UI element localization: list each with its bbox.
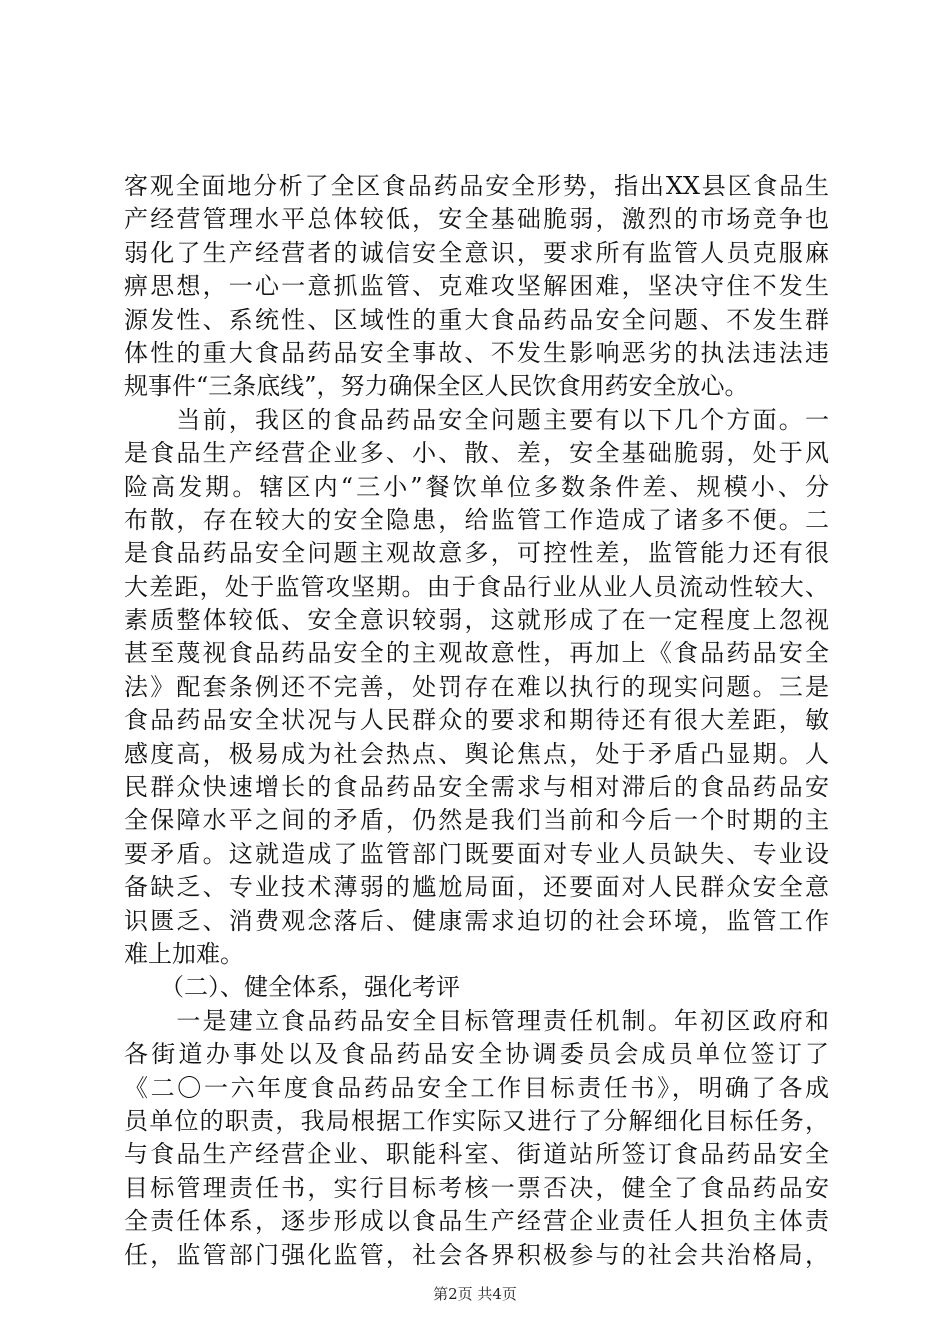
text-line: 民群众快速增长的食品药品安全需求与相对滞后的食品药品安 bbox=[124, 773, 829, 802]
text-line: 是食品药品安全问题主观故意多，可控性差，监管能力还有很 bbox=[124, 539, 829, 568]
text-line: 体性的重大食品药品安全事故、不发生影响恶劣的执法违法违 bbox=[124, 338, 829, 367]
text-line: 产经营管理水平总体较低，安全基础脆弱，激烈的市场竞争也 bbox=[124, 205, 829, 234]
text-line: 险高发期。辖区内“三小”餐饮单位多数条件差、规模小、分 bbox=[124, 472, 829, 501]
text-line: 痹思想，一心一意抓监管、克难攻坚解困难，坚决守住不发生 bbox=[124, 272, 829, 301]
text-line: 客观全面地分析了全区食品药品安全形势，指出XX县区食品生 bbox=[124, 172, 829, 200]
text-line: 备缺乏、专业技术薄弱的尴尬局面，还要面对人民群众安全意 bbox=[124, 873, 829, 902]
text-line: 素质整体较低、安全意识较弱，这就形成了在一定程度上忽视 bbox=[124, 606, 829, 635]
text-line: 各街道办事处以及食品药品安全协调委员会成员单位签订了 bbox=[124, 1040, 829, 1069]
text-line: 甚至蔑视食品药品安全的主观故意性，再加上《食品药品安全 bbox=[124, 639, 829, 668]
text-line: 全责任体系，逐步形成以食品生产经营企业责任人担负主体责 bbox=[124, 1207, 829, 1236]
text-line: 识匮乏、消费观念落后、健康需求迫切的社会环境，监管工作 bbox=[124, 906, 829, 935]
text-line: 与食品生产经营企业、职能科室、街道站所签订食品药品安全 bbox=[124, 1140, 829, 1169]
text-line: 一是建立食品药品安全目标管理责任机制。年初区政府和 bbox=[124, 1006, 829, 1035]
text-line: 法》配套条例还不完善，处罚存在难以执行的现实问题。三是 bbox=[124, 672, 829, 701]
text-line: 当前，我区的食品药品安全问题主要有以下几个方面。一 bbox=[124, 405, 829, 434]
text-line: （二）、健全体系，强化考评 bbox=[124, 973, 460, 1002]
text-line: 要矛盾。这就造成了监管部门既要面对专业人员缺失、专业设 bbox=[124, 839, 829, 868]
text-line: 源发性、系统性、区域性的重大食品药品安全问题、不发生群 bbox=[124, 305, 829, 334]
text-line: 员单位的职责，我局根据工作实际又进行了分解细化目标任务， bbox=[124, 1106, 829, 1135]
text-line: 是食品生产经营企业多、小、散、差，安全基础脆弱，处于风 bbox=[124, 439, 829, 468]
text-line: 大差距，处于监管攻坚期。由于食品行业从业人员流动性较大、 bbox=[124, 572, 829, 601]
text-line: 难上加难。 bbox=[124, 939, 244, 968]
text-line: 弱化了生产经营者的诚信安全意识，要求所有监管人员克服麻 bbox=[124, 238, 829, 267]
text-line: 任，监管部门强化监管，社会各界积极参与的社会共治格局， bbox=[124, 1240, 829, 1269]
text-line: 感度高，极易成为社会热点、舆论焦点，处于矛盾凸显期。人 bbox=[124, 739, 829, 768]
document-body bbox=[124, 170, 829, 1272]
text-line: 目标管理责任书，实行目标考核一票否决，健全了食品药品安 bbox=[124, 1173, 829, 1202]
text-line: 规事件“三条底线”，努力确保全区人民饮食用药安全放心。 bbox=[124, 372, 749, 401]
text-line: 食品药品安全状况与人民群众的要求和期待还有很大差距，敏 bbox=[124, 706, 829, 735]
text-line: 《二〇一六年度食品药品安全工作目标责任书》，明确了各成 bbox=[124, 1073, 829, 1102]
page-footer: 第2页 共4页 bbox=[433, 1285, 517, 1303]
text-line: 全保障水平之间的矛盾，仍然是我们当前和今后一个时期的主 bbox=[124, 806, 829, 835]
text-line: 布散，存在较大的安全隐患，给监管工作造成了诸多不便。二 bbox=[124, 505, 829, 534]
